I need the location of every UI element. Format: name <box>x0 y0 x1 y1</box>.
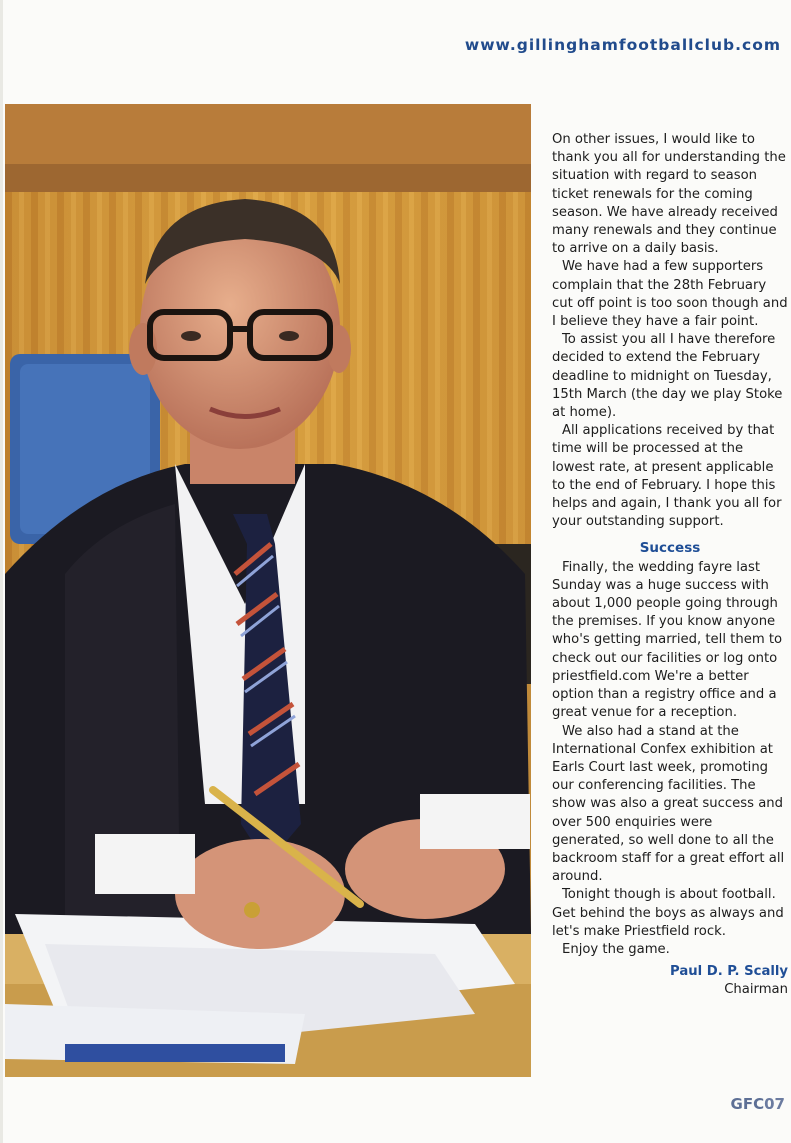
paragraph: Enjoy the game. <box>562 941 670 957</box>
paragraph: Finally, the wedding fayre last Sunday was a huge success with about 1,000 people going through the premises. If you know anyone who's getting married, tell them to check out our facilities or log onto priestfield.com We're a better option than a registry office and a great venue for a reception. <box>552 559 783 721</box>
chairman-photo <box>5 104 531 1077</box>
signature-role: Chairman <box>724 982 788 998</box>
page-number: 07 <box>764 1095 785 1113</box>
page-number-badge <box>731 1095 785 1113</box>
footer-prefix: GFC <box>730 1095 765 1113</box>
site-url[interactable]: www.gillinghamfootballclub.com <box>464 36 781 54</box>
signature-name: Paul D. P. Scally <box>670 964 788 980</box>
paragraph: We have had a few supporters complain that the 28th February cut off point is too soon though and I believe they have a fair point. <box>552 259 788 330</box>
paragraph: To assist you all I have therefore decided to extend the February deadline to midnight on Tuesday, 15th March (the day we play Stoke at home). <box>552 332 783 421</box>
article-text <box>552 131 788 1000</box>
signature-block <box>552 963 788 999</box>
paragraph: We also had a stand at the International Confex exhibition at Earls Court last week, promoting our conferencing facilities. The show was also a great success and over 500 enquiries were generated, so well done to all the backroom staff for a great effort all around. <box>552 723 785 885</box>
page-edge <box>0 0 3 1143</box>
paragraph: All applications received by that time will be processed at the lowest rate, at present applicable to the end of February. I hope this helps and again, I thank you all for your outstanding support. <box>552 423 782 530</box>
chairman-photo-illustration <box>5 104 531 1077</box>
paragraph: On other issues, I would like to thank you all for understanding the situation with regard to season ticket renewals for the coming season. We have already received many renewals and they continue to arrive on a daily basis. <box>552 132 786 257</box>
paragraph: Tonight though is about football. Get behind the boys as always and let's make Priestfield rock. <box>552 887 784 939</box>
section-heading: Success <box>639 540 701 557</box>
